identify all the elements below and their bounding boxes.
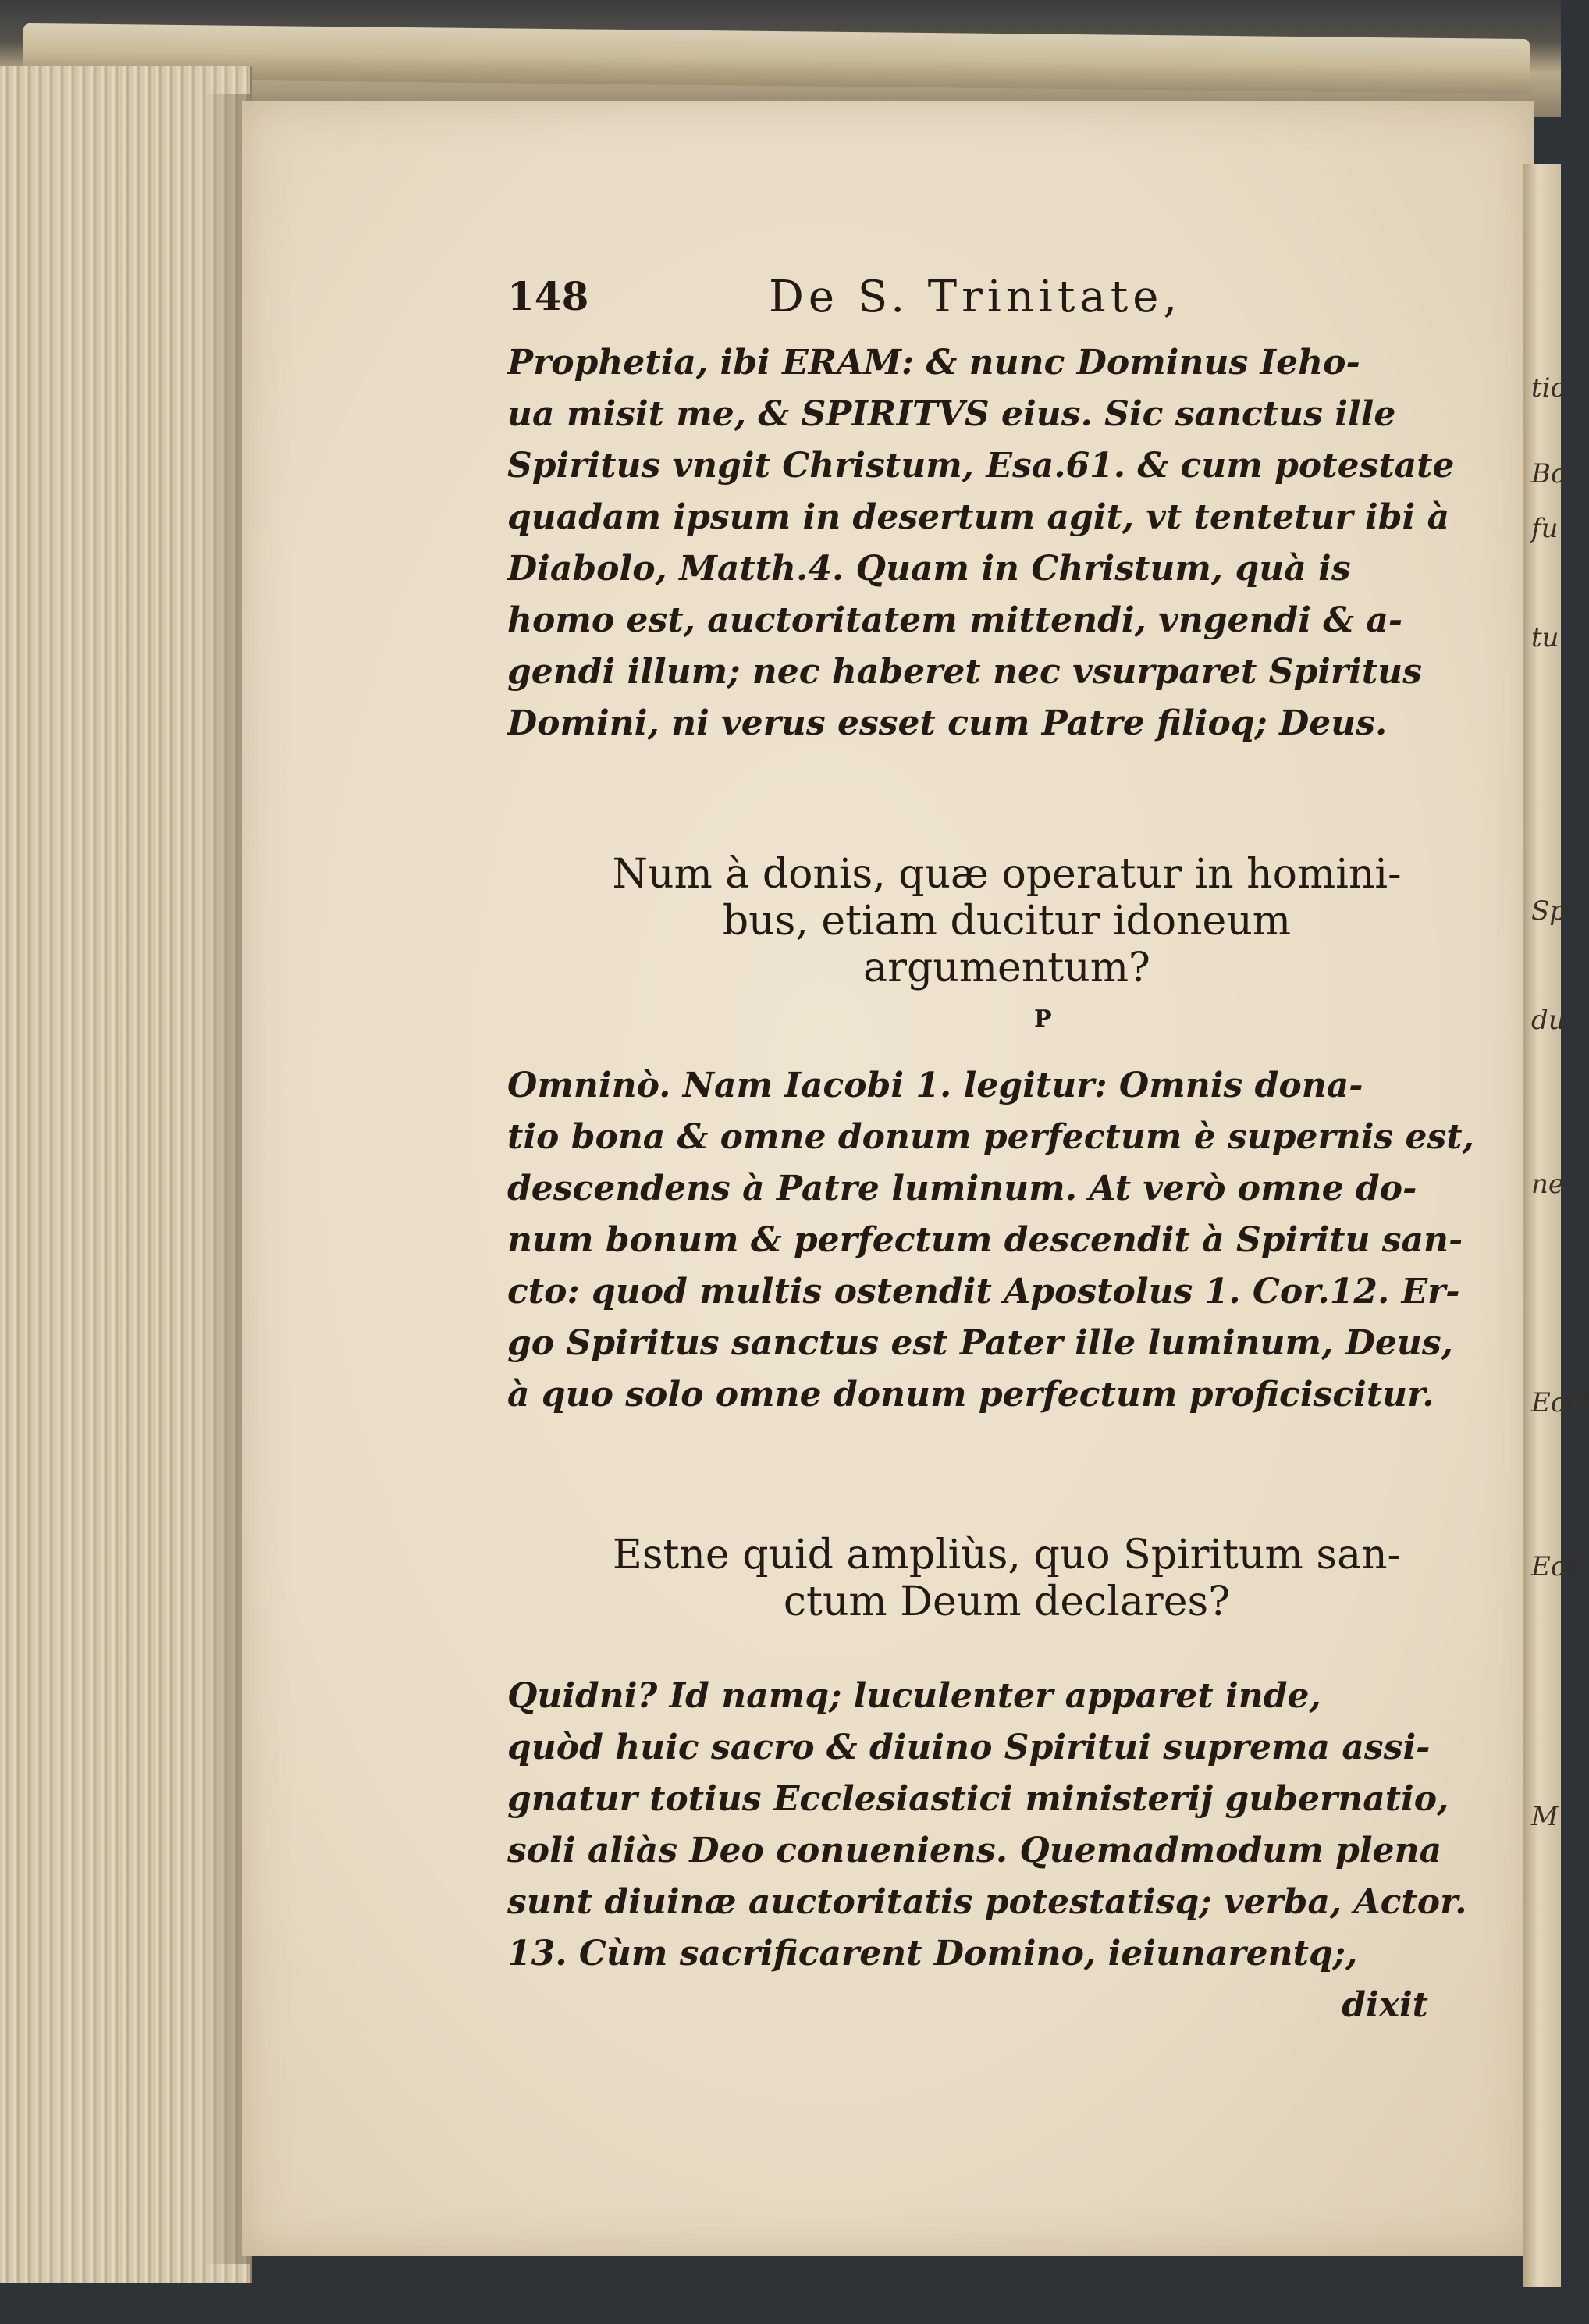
text-line: num bonum & perfectum descendit à Spiritu san-: [507, 1220, 1463, 1260]
text-line: Omninò. Nam Iacobi 1. legitur: Omnis dona-: [507, 1066, 1363, 1105]
paragraph-3: [507, 1671, 1467, 2031]
facing-page-fragment: tu: [1531, 622, 1559, 653]
facing-page-fragment: M: [1531, 1801, 1559, 1832]
facing-page-fragment: ne: [1531, 1169, 1565, 1200]
text-line: 13. Cùm sacrificarent Domino, ieiunarentq;,: [507, 1934, 1358, 1973]
text-line: Prophetia, ibi ERAM: & nunc Dominus Ieho-: [507, 343, 1360, 383]
text-line: Diabolo, Matth.4. Quam in Christum, quà is: [507, 549, 1351, 589]
heading-line: Num à donis, quæ operatur in homini-: [612, 851, 1402, 898]
text-line: Spiritus vngit Christum, Esa.61. & cum potestate: [507, 446, 1455, 486]
text-line: Quidni? Id namq; luculenter apparet inde,: [507, 1676, 1321, 1716]
heading-line: bus, etiam ducitur idoneum: [722, 898, 1292, 945]
heading-line: argumentum?: [863, 945, 1150, 991]
text-line: go Spiritus sanctus est Pater ille luminum, Deus,: [507, 1323, 1453, 1363]
text-line: homo est, auctoritatem mittendi, vngendi & a-: [507, 600, 1403, 640]
text-line: cto: quod multis ostendit Apostolus 1. Cor.12. Er-: [507, 1272, 1460, 1311]
catchword: dixit: [1342, 1985, 1428, 2025]
text-line: gnatur totius Ecclesiastici ministerij gubernatio,: [507, 1779, 1449, 1819]
text-line: soli aliàs Deo conueniens. Quemadmodum plena: [507, 1831, 1442, 1870]
text-line: descendens à Patre luminum. At verò omne do-: [507, 1169, 1417, 1208]
facing-page-fragment: fu: [1531, 513, 1559, 544]
text-line: Domini, ni verus esset cum Patre filioq; Deus.: [507, 703, 1388, 743]
facing-page-fragment: Eccl: [1531, 1387, 1589, 1418]
signature-mark: P: [1034, 1005, 1052, 1033]
facing-page-fragment: Bo: [1531, 458, 1567, 489]
paragraph-1: [507, 337, 1454, 749]
facing-page-fragment: du: [1531, 1005, 1566, 1036]
facing-page-fragment: Sp: [1531, 895, 1567, 927]
text-line: quòd huic sacro & diuino Spiritui suprema assi-: [507, 1728, 1431, 1767]
text-line: tio bona & omne donum perfectum è supernis est,: [507, 1117, 1474, 1157]
text-line: quadam ipsum in desertum agit, vt tentetur ibi à: [507, 497, 1450, 537]
text-line: ua misit me, & SPIRITVS eius. Sic sanctus ille: [507, 394, 1396, 434]
running-title: De S. Trinitate,: [769, 272, 1182, 322]
question-heading-2: [546, 1532, 1467, 1625]
question-heading-1: [546, 851, 1467, 991]
heading-line: ctum Deum declares?: [783, 1578, 1231, 1625]
facing-page-fragment: tic: [1531, 372, 1566, 404]
heading-line: Estne quid ampliùs, quo Spiritum san-: [612, 1532, 1402, 1578]
page-number: 148: [507, 273, 589, 319]
text-line: gendi illum; nec haberet nec vsurparet Spiritus: [507, 652, 1422, 692]
text-line: sunt diuinæ auctoritatis potestatisq; verba, Actor.: [507, 1882, 1467, 1922]
paragraph-2: [507, 1060, 1474, 1421]
text-line: à quo solo omne donum perfectum proficiscitur.: [507, 1375, 1434, 1415]
facing-page-fragment: Ecc: [1531, 1551, 1580, 1582]
